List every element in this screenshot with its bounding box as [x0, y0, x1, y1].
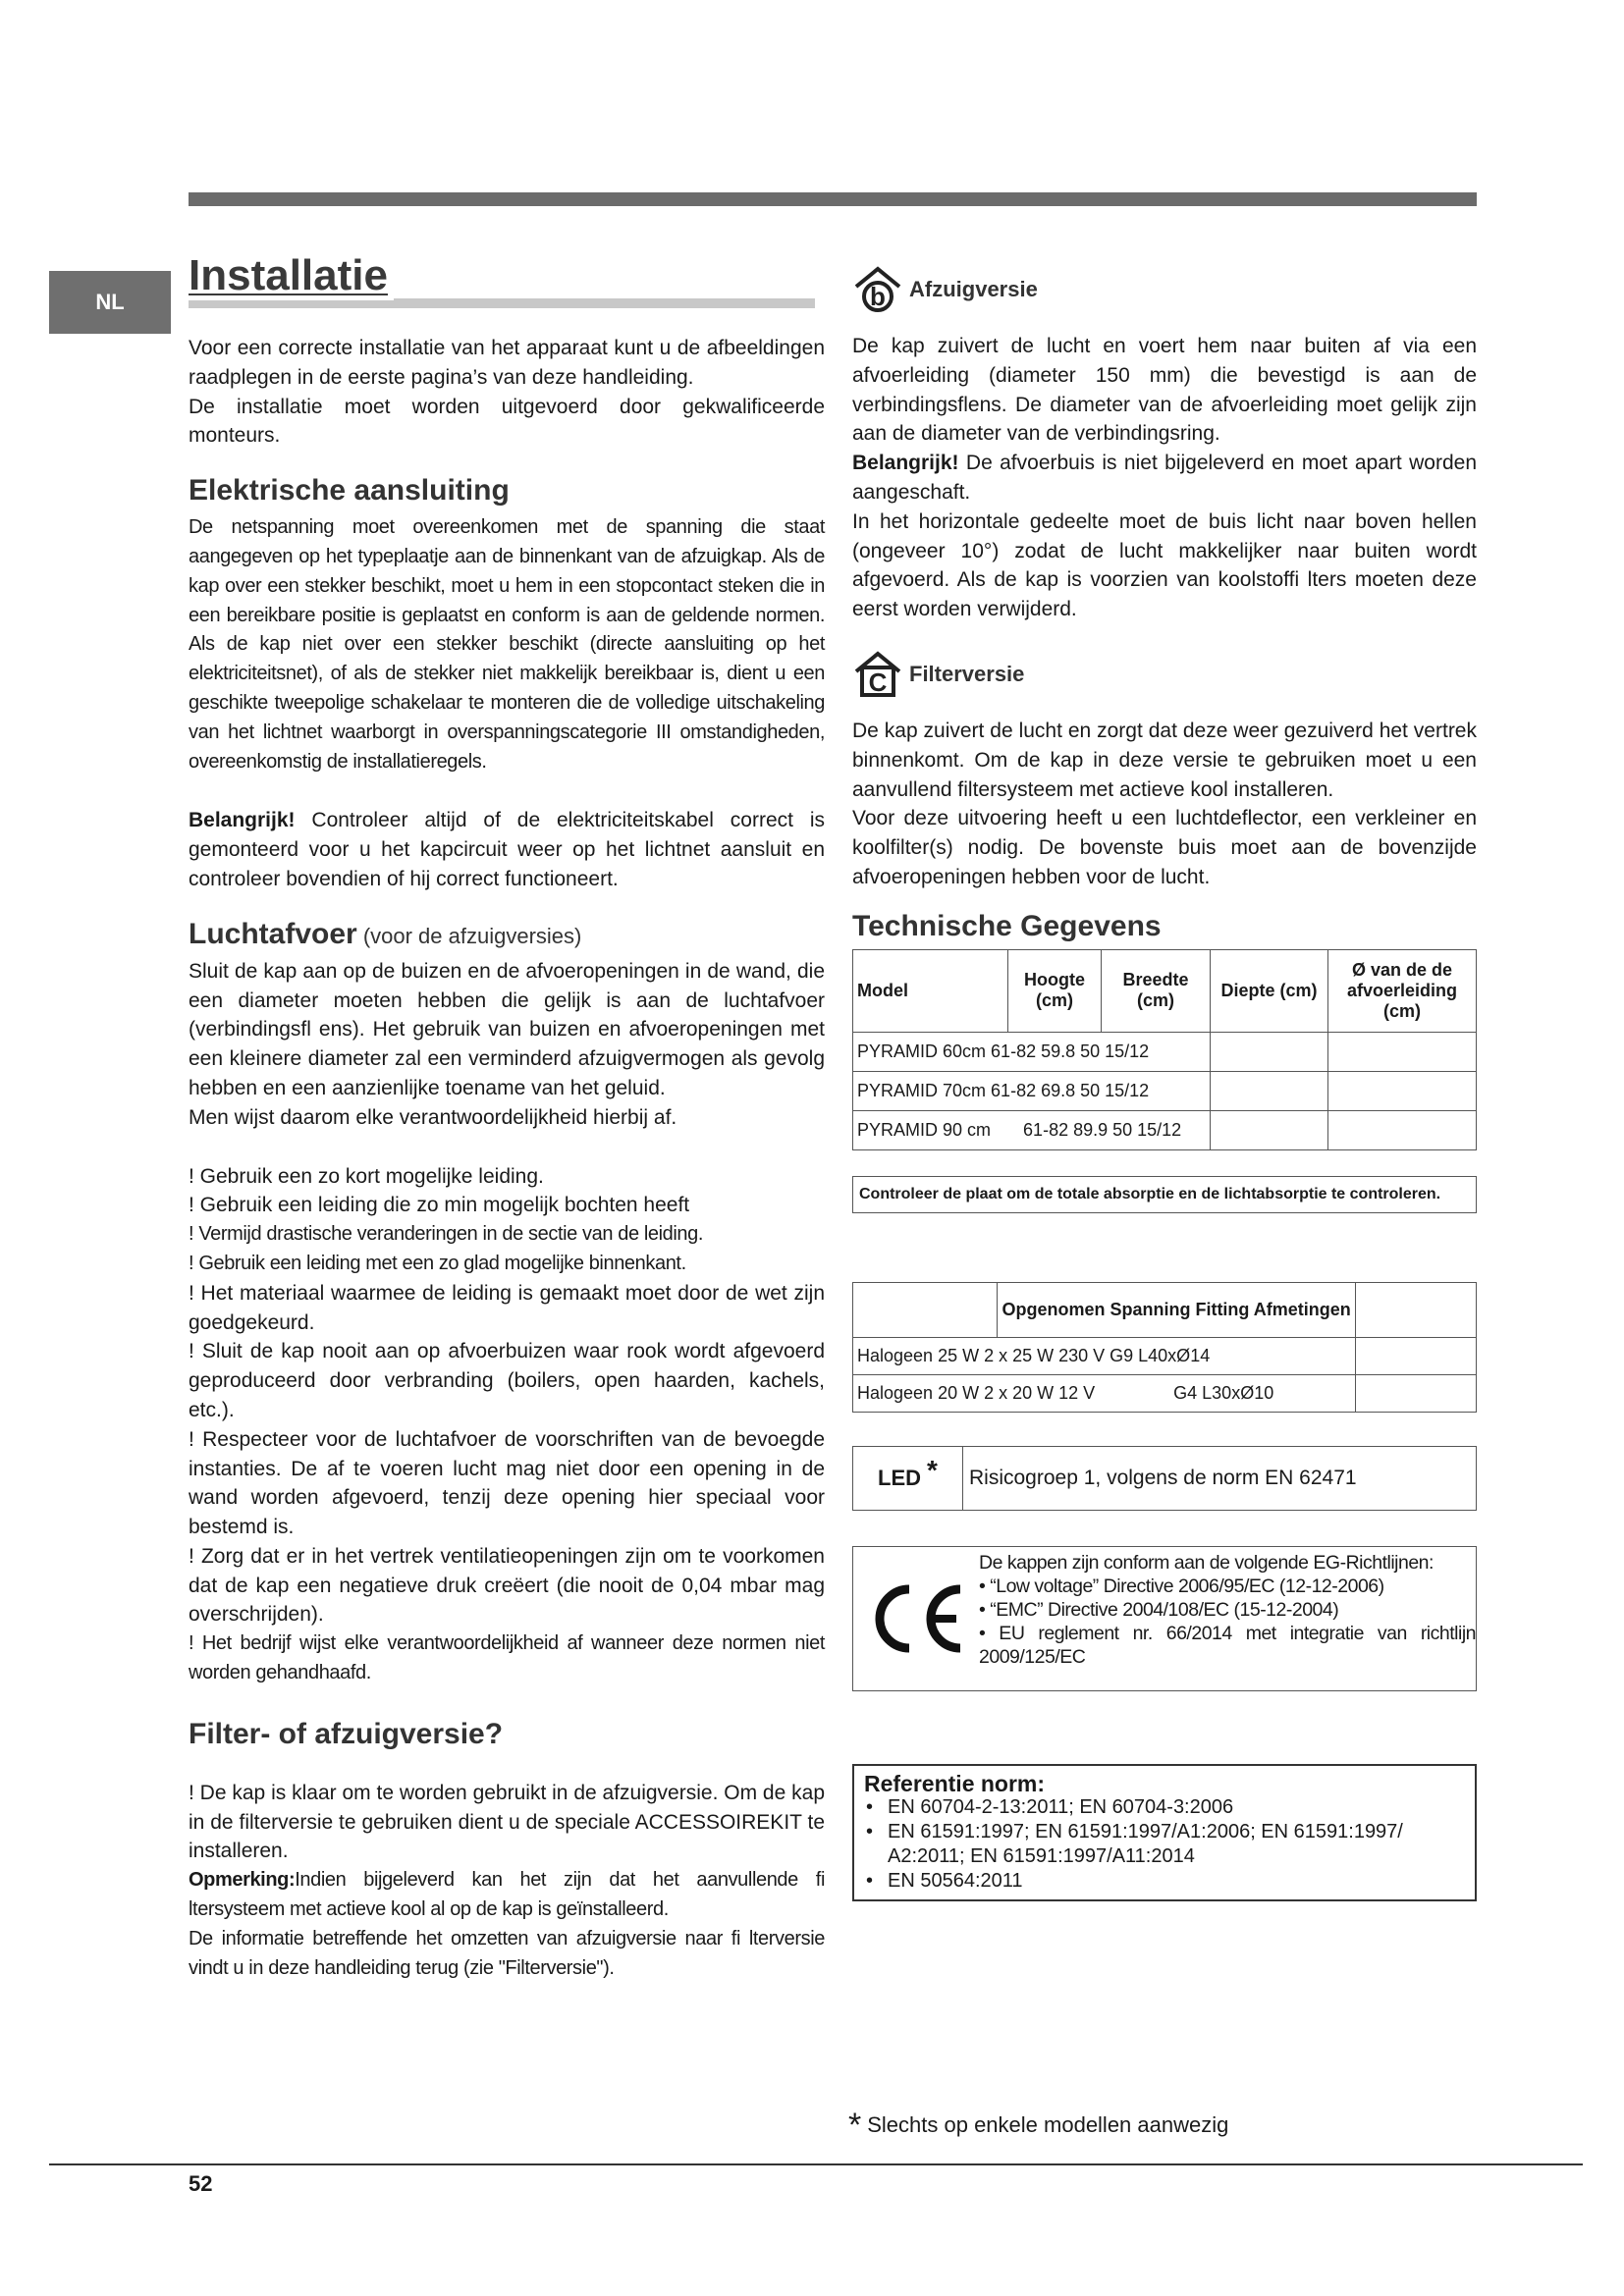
reference-norm-heading: Referentie norm:: [864, 1770, 1046, 1796]
title-block: [189, 251, 825, 310]
bottom-rule: [49, 2163, 1583, 2165]
table-cell: [853, 1071, 1211, 1110]
table-cell: [1328, 1071, 1477, 1110]
list-item: • EN 60704-2-13:2011; EN 60704-3:2006: [864, 1795, 1465, 1820]
ce-line: • “Low voltage” Directive 2006/95/EC (12-12-2006): [979, 1575, 1384, 1597]
dimensions: 61-82 69.8 50 15/12: [991, 1080, 1150, 1100]
ce-line: De kappen zijn conform aan de volgende EG-Richtlijnen:: [979, 1551, 1434, 1574]
language-tab: NL: [49, 271, 171, 334]
table-cell: [1355, 1282, 1476, 1337]
extraction-version-label: Afzuigversie: [909, 277, 1038, 301]
led-label-cell: [853, 1447, 963, 1510]
top-rule: [189, 192, 1477, 206]
filter-text-2: De informatie betreffende het omzetten van afzuigversie naar fi lterversie vindt u in deze handleiding terug (zie "Filterversie").: [189, 1927, 825, 1979]
column-header: Model: [853, 949, 1008, 1032]
extraction-text-1: De kap zuivert de lucht en voert hem naar buiten af via een afvoerleiding (diameter 150 mm) die bevestigd is aan de verbindingsflens. De diameter van de afvoerleiding moet gelijk zijn aan de diameter van de verbindingsring.: [852, 335, 1477, 446]
dimensions: 61-82 59.8 50 15/12: [991, 1041, 1150, 1061]
filter-note: [189, 1866, 825, 1925]
airflow-text-2: Men wijst daarom elke verantwoordelijkheid hierbij af.: [189, 1105, 677, 1129]
reference-norm-list: [864, 1795, 1465, 1894]
column-header: Diepte (cm): [1211, 949, 1328, 1032]
filter-version-header: [852, 650, 1477, 699]
list-item: • EN 61591:1997; EN 61591:1997/A1:2006; EN 61591:1997/ A2:2011; EN 61591:1997/A11:2014: [864, 1820, 1465, 1869]
svg-text:b: b: [870, 282, 886, 311]
bullet-item: ! Het bedrijf wijst elke verantwoordelijkheid af wanneer deze normen niet worden gehandhaafd.: [189, 1632, 825, 1684]
electrical-text: De netspanning moet overeenkomen met de spanning die staat aangegeven op het typeplaatje aan de binnenkant van de afzuigkap. Als de kap over een stekker beschikt, moet u hem in een stopcontact steken die in een bereikbare positie is geplaatst en conform is aan de geldende normen. Als de kap niet over een stekker beschikt (directe aansluiting op het elektriciteitsnet), of als de stekker niet makkelijk bereikbaar is, dient u een geschikte tweepolige schakelaar te monteren die de volledige uitschakeling van het lichtnet waarborgt in overspanningscategorie III omstandigheden, overeenkomstig de installatieregels.: [189, 516, 825, 773]
halogen-header: Opgenomen Spanning Fitting Afmetingen: [1001, 1299, 1351, 1319]
footnote-text: Slechts op enkele modellen aanwezig: [867, 2112, 1229, 2137]
ce-line: • “EMC” Directive 2004/108/EC (15-12-2004): [979, 1598, 1339, 1621]
table-row: [853, 1337, 1477, 1374]
led-asterisk: *: [927, 1454, 938, 1485]
extraction-version-header: [852, 265, 1477, 314]
led-risk-text: Risicogroep 1, volgens de norm EN 62471: [969, 1466, 1357, 1489]
bullet-item: ! Vermijd drastische veranderingen in de sectie van de leiding.: [189, 1223, 704, 1246]
important-label: Belangrijk!: [852, 452, 959, 475]
bullet-item: ! Respecteer voor de luchtafvoer de voorschriften van de bevoegde instanties. De af te voeren lucht mag niet door een opening in de wand worden afgevoerd, tenzij deze opening hier speciaal voor bestemd is.: [189, 1427, 825, 1539]
table-row: [853, 1110, 1477, 1149]
table-cell: [1355, 1337, 1476, 1374]
technical-data-table: [852, 949, 1477, 1150]
table-row: [853, 1032, 1477, 1071]
technical-data-heading: Technische Gegevens: [852, 909, 1162, 942]
table-cell: [853, 1032, 1211, 1071]
bullet-item: ! Gebruik een leiding met een zo glad mogelijke binnenkant.: [189, 1252, 686, 1274]
table-row: [853, 1071, 1477, 1110]
extraction-important: [852, 449, 1477, 507]
important-text: Controleer altijd of de elektriciteitskabel correct is gemonteerd voor u het kapcircuit weer op het lichtnet aansluit en controleer bovendien of hij correct functioneert.: [189, 809, 825, 890]
table-cell: [853, 1282, 998, 1337]
table-cell: [1211, 1032, 1328, 1071]
filter-text-1: ! De kap is klaar om te worden gebruikt in de afzuigversie. Om de kap in de filterversie te gebruiken dient u de speciale ACCESSOIREKIT te installeren.: [189, 1781, 825, 1863]
bullet-item: ! Gebruik een zo kort mogelijke leiding.: [189, 1164, 544, 1188]
filter-version-icon: [852, 650, 903, 699]
bullet-item: ! Het materiaal waarmee de leiding is gemaakt moet door de wet zijn goedgekeurd.: [189, 1281, 825, 1334]
extraction-version-icon: [852, 265, 903, 314]
table-cell: [1328, 1110, 1477, 1149]
filter-version-text-1: De kap zuivert de lucht en zorgt dat deze weer gezuiverd het vertrek binnenkomt. Om de kap in deze versie te gebruiken moet u een aanvullend filtersysteem met actieve kool installeren.: [852, 719, 1477, 801]
extraction-text-2: In het horizontale gedeelte moet de buis licht naar boven hellen (ongeveer 10°) zodat de lucht makkelijker naar buiten wordt afgevoerd. Als de kap is voorzien van koolstoffi lters moeten deze eerst worden verwijderd.: [852, 509, 1477, 621]
intro-paragraph-1: Voor een correcte installatie van het apparaat kunt u de afbeeldingen raadplegen in de eerste pagina’s van deze handleiding.: [189, 337, 825, 389]
model-name: PYRAMID 70cm: [857, 1080, 987, 1100]
reference-norm-box: [852, 1764, 1477, 1901]
dimensions: 61-82 89.9 50 15/12: [1023, 1119, 1182, 1140]
important-label: Belangrijk!: [189, 809, 296, 832]
filter-version-text-2: Voor deze uitvoering heeft u een luchtdeflector, een verkleiner en koolfilter(s) nodig. De bovenste buis moet aan de bovenzijde afvoeropeningen hebben voor de lucht.: [852, 807, 1477, 888]
ce-text: [979, 1547, 1476, 1690]
table-cell: [998, 1282, 1355, 1337]
airflow-heading-sub: (voor de afzuigversies): [356, 923, 582, 948]
led-label: LED: [878, 1465, 922, 1490]
model-name: PYRAMID 90 cm: [857, 1119, 992, 1140]
bullet-item: ! Sluit de kap nooit aan op afvoerbuizen waar rook wordt afgevoerd geproduceerd door verbranding (boilers, open haarden, kachels, etc.).: [189, 1340, 825, 1421]
intro-paragraph-2: De installatie moet worden uitgevoerd door gekwalificeerde monteurs.: [189, 395, 825, 448]
important-text: De afvoerbuis is niet bijgeleverd en moet apart worden aangeschaft.: [852, 452, 1477, 504]
table-cell: [1328, 1032, 1477, 1071]
column-header: Hoogte (cm): [1008, 949, 1102, 1032]
ce-mark-icon: [853, 1547, 979, 1690]
led-box: [852, 1446, 1477, 1511]
note-text: Indien bijgeleverd kan het zijn dat het aanvullende fi ltersysteem met actieve kool al op de kap is geïnstalleerd.: [189, 1869, 825, 1921]
airflow-heading-main: Luchtafvoer: [189, 917, 357, 950]
ce-conformity-box: [852, 1546, 1477, 1691]
table-cell: [1211, 1110, 1328, 1149]
electrical-important: [189, 806, 825, 893]
right-column: [852, 265, 1477, 1901]
table-cell: [1355, 1374, 1476, 1412]
table-cell: [1211, 1071, 1328, 1110]
bullet-item: ! Gebruik een leiding die zo min mogelijk bochten heeft: [189, 1194, 690, 1217]
filter-version-label: Filterversie: [909, 661, 1025, 686]
airflow-heading: [189, 918, 825, 951]
table-row: [853, 1374, 1477, 1412]
airflow-text-1: Sluit de kap aan op de buizen en de afvoeropeningen in de wand, die een diameter moeten hebben die gelijk is aan de luchtafvoer (verbindingsfl ens). Het gebruik van buizen en afvoeropeningen met een kleinere diameter zal een verminderd afzuigvermogen als gevolg hebben en een aanzienlijke toename van het geluid.: [189, 959, 825, 1099]
table-cell: [853, 1110, 1211, 1149]
bullet-item: ! Zorg dat er in het vertrek ventilatieopeningen zijn om te voorkomen dat de kap een negatieve druk creëert (die nooit de 0,04 mbar mag overschrijden).: [189, 1544, 825, 1627]
model-name: PYRAMID 60cm: [857, 1041, 987, 1061]
table-header-row: [853, 949, 1477, 1032]
absorption-note: Controleer de plaat om de totale absorptie en de lichtabsorptie te controleren.: [852, 1176, 1477, 1213]
column-header: Ø van de de afvoerleiding (cm): [1328, 949, 1477, 1032]
svg-text:C: C: [868, 667, 888, 697]
table-header-row: [853, 1282, 1477, 1337]
footnote-asterisk: *: [848, 2107, 862, 2144]
page-number: 52: [189, 2171, 213, 2196]
halogen-table: [852, 1282, 1477, 1413]
footnote: [848, 2103, 1229, 2144]
ce-line: • EU reglement nr. 66/2014 met integratie van richtlijn 2009/125/EC: [979, 1622, 1476, 1668]
column-header: Breedte (cm): [1102, 949, 1211, 1032]
page-title: Installatie: [189, 251, 394, 300]
left-column: [189, 251, 825, 1983]
table-cell: Halogeen 25 W 2 x 25 W 230 V G9 L40xØ14: [853, 1337, 1356, 1374]
list-item: • EN 50564:2011: [864, 1869, 1465, 1894]
electrical-heading: Elektrische aansluiting: [189, 474, 510, 507]
filter-or-extraction-heading: Filter- of afzuigversie?: [189, 1717, 504, 1750]
table-cell: Halogeen 20 W 2 x 20 W 12 V G4 L30xØ10: [853, 1374, 1356, 1412]
note-label: Opmerking:: [189, 1869, 296, 1892]
